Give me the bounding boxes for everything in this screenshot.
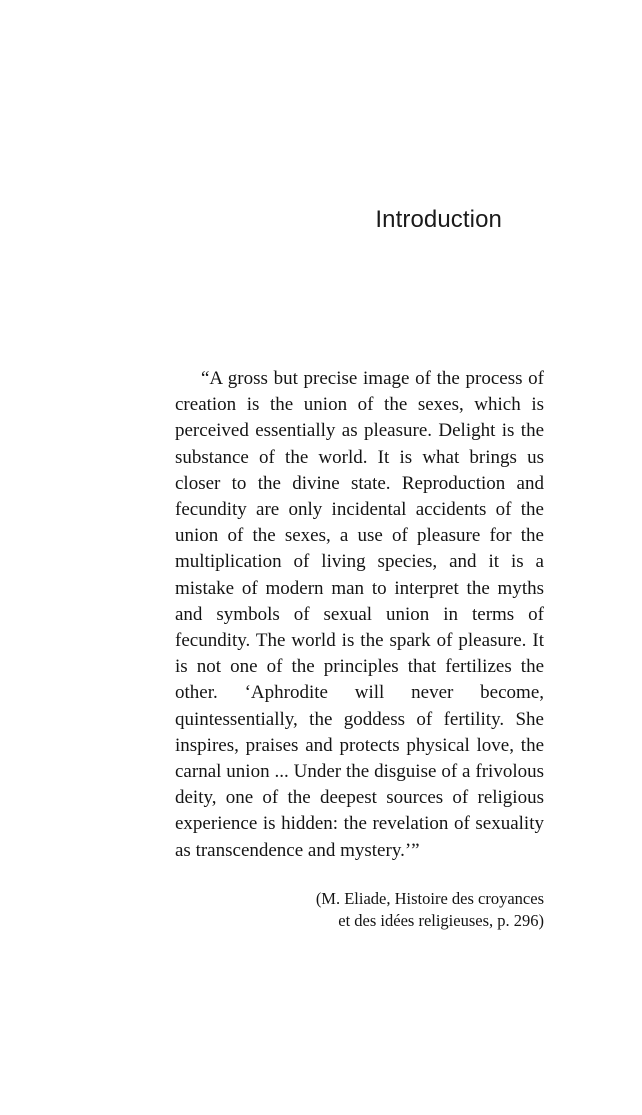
- epigraph-quote: “A gross but precise image of the process of creation is the union of the sexes, which is perceived essentially as pleasure. Delight is the substance of the world. It is what brings us closer to the divine state. Reproduction and fecundity are only incidental accidents of the union of the sexes, a use of pleasure for the multiplication of living species, and it is a mistake of modern man to interpret the myths and symbols of sexual union in terms of fecundity. The world is the spark of pleasure. It is not one of the principles that fertilizes the other. ‘Aphrodite will never become, quintessentially, the goddess of fertility. She inspires, praises and protects physical love, the carnal union ... Under the disguise of a frivolous deity, one of the deepest sources of religious experience is hidden: the revelation of sexuality as transcendence and mystery.’”: [175, 368, 544, 861]
- epigraph: [175, 366, 544, 932]
- citation-line-2: et des idées religieuses, p. 296): [338, 910, 544, 930]
- chapter-title: Introduction: [375, 206, 502, 233]
- epigraph-citation: [175, 888, 544, 932]
- citation-line-1: (M. Eliade, Histoire des croyances: [315, 888, 544, 908]
